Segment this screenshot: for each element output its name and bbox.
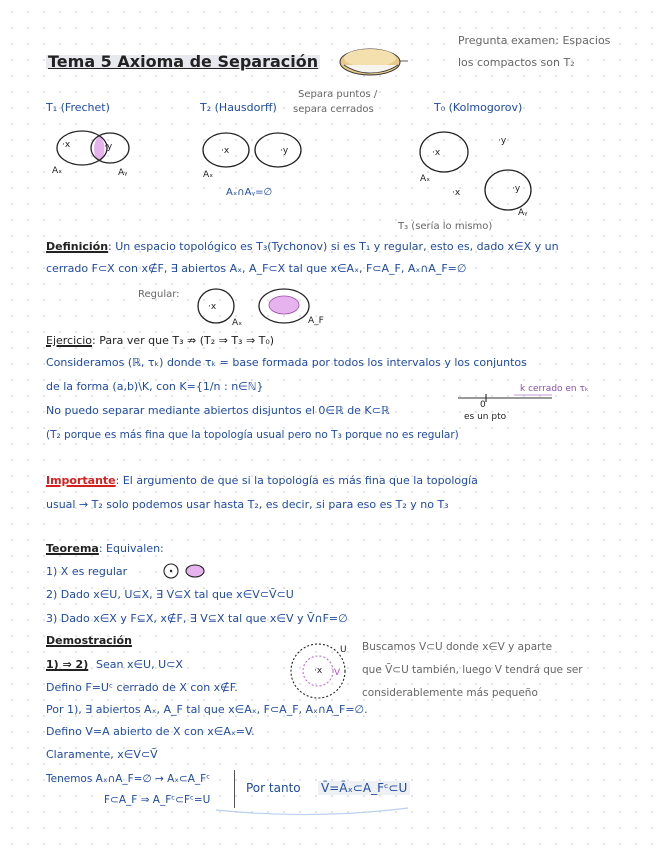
exercise-line4: (T₂ porque es más fina que la topología usual pero no T₃ porque no es regular) bbox=[46, 429, 459, 441]
theorem-item3: 3) Dado x∈X y F⊆X, x∉F, ∃ V⊆X tal que x∈V y V̄∩F=∅ bbox=[46, 612, 348, 625]
t2-note-line2: separa cerrados bbox=[293, 104, 374, 115]
t0-title: T₀ (Kolmogorov) bbox=[434, 101, 523, 114]
regular-label: Regular: bbox=[138, 289, 180, 300]
t0-label-ay: Aᵧ bbox=[518, 208, 528, 218]
proof-line1: Sean x∈U, U⊂X bbox=[96, 658, 183, 671]
exercise-label: Ejercicio bbox=[46, 334, 92, 347]
conclusion-pre: Por tanto bbox=[246, 781, 301, 795]
proof-label-x: ·x bbox=[314, 666, 323, 676]
t2-diagram bbox=[200, 130, 304, 170]
exercise-line0 bbox=[46, 334, 274, 348]
t0-diagram bbox=[418, 130, 538, 220]
t0-label-x-outer: ·x bbox=[452, 188, 461, 198]
proof-line3: Por 1), ∃ abiertos Aₓ, A_F tal que x∈Aₓ, F⊂A_F, Aₓ∩A_F=∅. bbox=[46, 703, 368, 716]
number-line-k-note: k cerrado en τₖ bbox=[520, 384, 589, 394]
theorem-item1-sketch bbox=[162, 562, 210, 580]
conclusion-underline bbox=[214, 806, 410, 818]
bread-icon bbox=[336, 43, 408, 79]
proof-label-u: U bbox=[340, 645, 347, 655]
t0-label-x: ·x bbox=[432, 148, 441, 158]
definition-text1: : Un espacio topológico es T₃(Tychonov) si es T₁ y regular, esto es, dado x∈X y un bbox=[108, 240, 559, 253]
important-text1: : El argumento de que si la topología es más fina que la topología bbox=[115, 474, 478, 487]
theorem-item1: 1) X es regular bbox=[46, 565, 128, 578]
exercise-line3: No puedo separar mediante abiertos disjuntos el 0∈ℝ de K⊂ℝ bbox=[46, 404, 390, 417]
regular-label-af: A_F bbox=[308, 316, 324, 326]
t2-intersection: Aₓ∩Aᵧ=∅ bbox=[226, 187, 273, 198]
exercise-line1: Consideramos (ℝ, τₖ) donde τₖ = base formada por todos los intervalos y los conjuntos bbox=[46, 356, 527, 369]
t3-note: T₃ (sería lo mismo) bbox=[398, 221, 493, 232]
t2-label-y: ·y bbox=[280, 146, 289, 156]
important-line2: usual → T₂ solo podemos usar hasta T₂, es decir, si para eso es T₂ y no T₃ bbox=[46, 498, 449, 511]
proof-line2: Defino F=Uᶜ cerrado de X con x∉F. bbox=[46, 681, 238, 694]
t2-title: T₂ (Hausdorff) bbox=[200, 101, 277, 114]
important-label: Importante bbox=[46, 474, 116, 487]
exam-note-line2: los compactos son T₂ bbox=[458, 56, 575, 69]
regular-label-x: ·x bbox=[208, 302, 217, 312]
theorem-header bbox=[46, 542, 164, 556]
theorem-label: Teorema bbox=[46, 542, 99, 555]
t1-label-x: ·x bbox=[62, 140, 71, 150]
t2-label-ax: Aₓ bbox=[203, 170, 214, 180]
t0-label-y-inner: ·y bbox=[512, 184, 521, 194]
proof-line4: Defino V=A abierto de X con x∈Aₓ=V. bbox=[46, 725, 255, 738]
t0-label-ax: Aₓ bbox=[420, 174, 431, 184]
proof-side-note1: Buscamos V⊂U donde x∈V y aparte bbox=[362, 641, 553, 653]
t1-label-y: ·y bbox=[104, 142, 113, 152]
proof-line6b: F⊂A_F ⇒ A_Fᶜ⊂Fᶜ=U bbox=[104, 794, 211, 806]
proof-line5: Claramente, x∈V⊂V̄ bbox=[46, 748, 158, 761]
exercise-line2: de la forma (a,b)\K, con K={1/n : n∈ℕ} bbox=[46, 380, 264, 393]
proof-side-note2: que V̄⊂U también, luego V tendrá que ser bbox=[362, 664, 583, 676]
regular-label-ax: Aₓ bbox=[232, 318, 243, 328]
t1-title: T₁ (Frechet) bbox=[46, 101, 110, 114]
definition-line1 bbox=[46, 240, 559, 254]
t2-note-line1: Separa puntos / bbox=[298, 89, 378, 100]
definition-label: Definición bbox=[46, 240, 109, 253]
t1-label-ax: Aₓ bbox=[52, 166, 63, 176]
theorem-item2: 2) Dado x∈U, U⊆X, ∃ V⊆X tal que x∈V⊂V̄⊂U bbox=[46, 588, 294, 601]
definition-line2: cerrado F⊂X con x∉F, ∃ abiertos Aₓ, A_F⊂X tal que x∈Aₓ, F⊂A_F, Aₓ∩A_F=∅ bbox=[46, 262, 467, 275]
proof-label: Demostración bbox=[46, 634, 132, 647]
t2-label-x: ·x bbox=[221, 146, 230, 156]
theorem-equiv: : Equivalen: bbox=[98, 542, 164, 555]
exam-note-line1: Pregunta examen: Espacios bbox=[458, 34, 611, 47]
number-line-zero: 0 bbox=[480, 400, 486, 410]
page-title: Tema 5 Axioma de Separación bbox=[48, 52, 319, 71]
t0-label-y-outer: ·y bbox=[498, 136, 507, 146]
exercise-text0: : Para ver que T₃ ⇏ (T₂ ⇒ T₃ ⇒ T₀) bbox=[92, 334, 275, 347]
number-line-pto: es un pto bbox=[464, 412, 507, 422]
important-line1 bbox=[46, 474, 478, 488]
proof-step: 1) ⇒ 2) bbox=[46, 658, 89, 671]
conclusion-divider bbox=[234, 770, 235, 808]
conclusion-eq: V̄=Āₓ⊂A_Fᶜ⊂U bbox=[318, 781, 410, 795]
proof-label-v: V bbox=[334, 668, 341, 678]
t1-label-ay: Aᵧ bbox=[118, 168, 128, 178]
proof-line6a: Tenemos Aₓ∩A_F=∅ → Aₓ⊂A_Fᶜ bbox=[46, 773, 211, 785]
proof-side-note3: considerablemente más pequeño bbox=[362, 687, 538, 699]
